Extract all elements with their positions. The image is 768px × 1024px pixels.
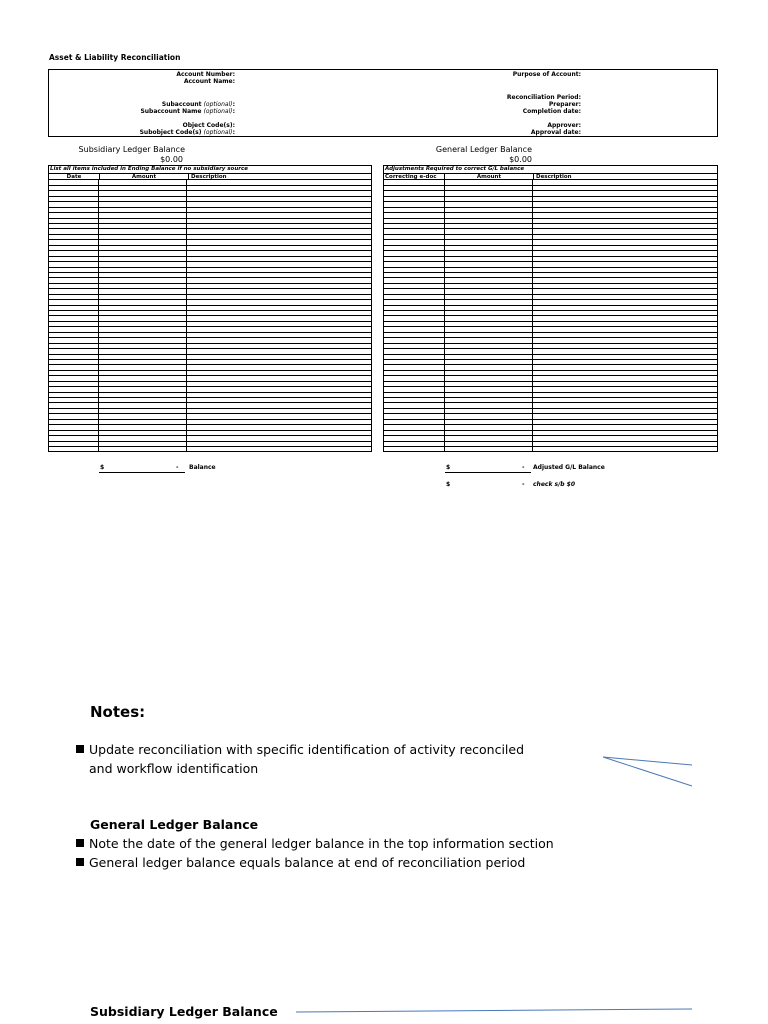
general-total-dash: - bbox=[522, 464, 525, 471]
subobject-codes-label: Subobject Code(s) (optional): bbox=[139, 129, 235, 136]
amount-column-header: Amount bbox=[100, 174, 189, 179]
general-balance-title: General Ledger Balance bbox=[435, 145, 532, 154]
correcting-edoc-column-header: Correcting e-doc bbox=[384, 174, 445, 179]
check-currency: $ bbox=[446, 481, 451, 488]
table-cell[interactable] bbox=[49, 446, 99, 451]
subsidiary-instruction: List all items included in Ending Balance if no subsidiary source bbox=[50, 166, 248, 172]
subsidiary-total-line bbox=[99, 464, 185, 473]
general-ledger-table bbox=[383, 180, 718, 452]
subsidiary-instruction-cell bbox=[48, 165, 372, 173]
note-item bbox=[76, 740, 524, 759]
gl-note-item: General ledger balance equals balance at end of reconciliation period bbox=[76, 853, 525, 872]
general-total-line bbox=[445, 464, 531, 473]
purpose-label: Purpose of Account: bbox=[512, 71, 581, 78]
subaccount-name-label: Subaccount Name (optional): bbox=[140, 108, 235, 115]
object-codes-label: Object Code(s): bbox=[182, 122, 235, 129]
account-info-box bbox=[48, 69, 718, 137]
subsidiary-notes-heading: Subsidiary Ledger Balance bbox=[90, 1004, 278, 1019]
notes-heading: Notes: bbox=[90, 703, 146, 721]
account-number-label: Account Number: bbox=[176, 71, 235, 78]
note-line-continuation: and workflow identification bbox=[89, 761, 259, 776]
table-row bbox=[49, 446, 372, 451]
subsidiary-total-dash: - bbox=[176, 464, 179, 471]
date-column-header: Date bbox=[49, 174, 100, 179]
note-line: Update reconciliation with specific identification of activity reconciled bbox=[89, 742, 525, 757]
subsidiary-total-label: Balance bbox=[189, 464, 216, 471]
subaccount-label: Subaccount (optional): bbox=[161, 101, 235, 108]
approver-label: Approver: bbox=[547, 122, 581, 129]
subsidiary-total-currency: $ bbox=[100, 464, 105, 471]
bullet-icon bbox=[76, 745, 84, 753]
amount-column-header: Amount bbox=[445, 174, 534, 179]
general-instruction-cell bbox=[383, 165, 718, 173]
table-cell[interactable] bbox=[99, 446, 187, 451]
general-balance-value: $0.00 bbox=[509, 155, 532, 164]
description-column-header: Description bbox=[536, 174, 572, 180]
bullet-icon bbox=[76, 839, 84, 847]
connector-line bbox=[296, 1009, 692, 1012]
completion-date-label: Completion date: bbox=[522, 108, 581, 115]
general-total-label: Adjusted G/L Balance bbox=[533, 464, 605, 471]
reconciliation-period-label: Reconciliation Period: bbox=[506, 94, 581, 101]
subsidiary-balance-value: $0.00 bbox=[160, 155, 183, 164]
general-total-currency: $ bbox=[446, 464, 451, 471]
preparer-label: Preparer: bbox=[548, 101, 581, 108]
table-row bbox=[384, 446, 718, 451]
bullet-icon bbox=[76, 858, 84, 866]
approval-date-label: Approval date: bbox=[530, 129, 581, 136]
account-name-label: Account Name: bbox=[183, 78, 235, 85]
description-column-header: Description bbox=[191, 174, 227, 180]
table-cell[interactable] bbox=[187, 446, 372, 451]
connector-lines bbox=[600, 752, 695, 792]
connector-line-bottom bbox=[296, 1004, 696, 1014]
check-dash: - bbox=[522, 481, 525, 488]
subsidiary-ledger-table bbox=[48, 180, 372, 452]
check-label: check s/b $0 bbox=[533, 481, 576, 488]
page-title: Asset & Liability Reconciliation bbox=[49, 53, 181, 62]
gl-notes-heading: General Ledger Balance bbox=[90, 817, 259, 832]
table-cell[interactable] bbox=[445, 446, 533, 451]
general-column-headers bbox=[383, 173, 718, 180]
subsidiary-column-headers bbox=[48, 173, 372, 180]
table-cell[interactable] bbox=[533, 446, 718, 451]
gl-note-item: Note the date of the general ledger balance in the top information section bbox=[76, 834, 554, 853]
table-cell[interactable] bbox=[384, 446, 445, 451]
general-instruction: Adjustments Required to correct G/L balance bbox=[385, 166, 525, 172]
subsidiary-balance-title: Subsidiary Ledger Balance bbox=[78, 145, 185, 154]
